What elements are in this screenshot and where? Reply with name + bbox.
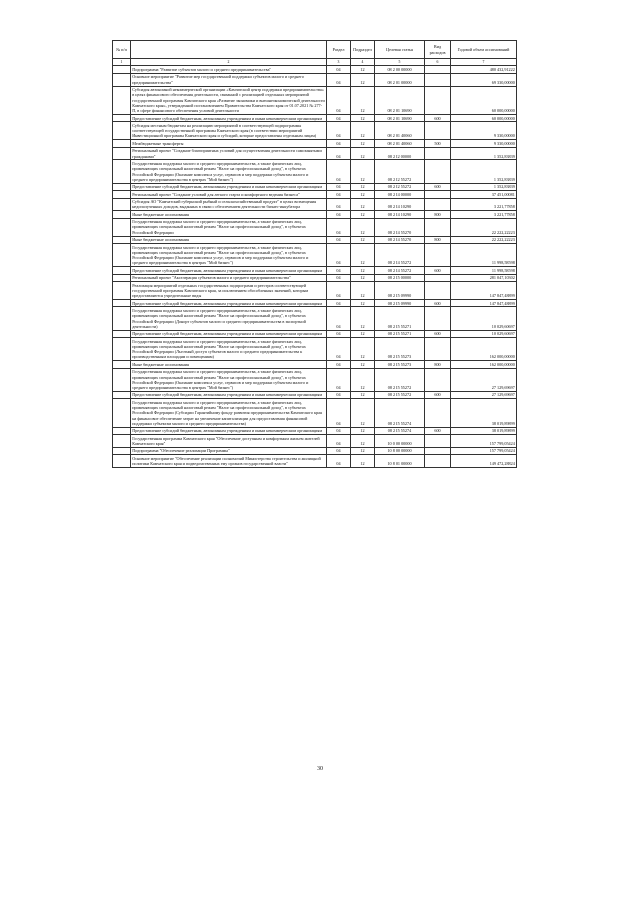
- row-subsection-cell: 12: [351, 435, 375, 448]
- row-name-cell: Подпрограмма "Развитие субъектов малого и среднего предпринимательства": [131, 66, 327, 73]
- row-section-cell: 04: [327, 267, 351, 274]
- row-amount-cell: 147 847,48899: [451, 300, 517, 307]
- row-number-cell: [113, 300, 131, 307]
- row-target-cell: 08 2 01 40060: [375, 122, 425, 140]
- table-row: [113, 447, 517, 454]
- row-name-cell: Межбюджетные трансферты: [131, 140, 327, 147]
- row-subsection-cell: 12: [351, 86, 375, 114]
- row-subsection-cell: 12: [351, 361, 375, 368]
- row-amount-cell: 1 352,83839: [451, 147, 517, 160]
- row-target-cell: 08 2 I2 55272: [375, 183, 425, 190]
- row-section-cell: 04: [327, 86, 351, 114]
- row-number-cell: [113, 427, 131, 434]
- row-expense-type-cell: 600: [425, 427, 451, 434]
- row-number-cell: [113, 218, 131, 236]
- row-amount-cell: 281 047,10302: [451, 274, 517, 281]
- row-number-cell: [113, 330, 131, 337]
- table-row: [113, 455, 517, 468]
- row-target-cell: 08 2 I5 55271: [375, 330, 425, 337]
- table-row: [113, 368, 517, 391]
- row-expense-type-cell: 600: [425, 300, 451, 307]
- row-expense-type-cell: [425, 191, 451, 198]
- row-name-cell: Государственная поддержка малого и среднего предпринимательства, а также физических лиц, применяющих специальный налоговый режим "Налог на профессиональный доход", в субъектах Российской Федерации (Оказание комплекса услуг, сервисов и мер поддержки субъектам малого и среднего предпринимательства в центрах "Мой бизнес"): [131, 368, 327, 391]
- row-subsection-cell: 12: [351, 267, 375, 274]
- row-subsection-cell: 12: [351, 73, 375, 86]
- row-section-cell: 04: [327, 435, 351, 448]
- row-target-cell: 08 2 01 10690: [375, 114, 425, 121]
- row-section-cell: 04: [327, 73, 351, 86]
- table-row: [113, 307, 517, 330]
- table-row: [113, 114, 517, 121]
- row-amount-cell: 22 222,22223: [451, 218, 517, 236]
- row-target-cell: 08 2 01 10690: [375, 86, 425, 114]
- row-number-cell: [113, 307, 131, 330]
- row-expense-type-cell: [425, 455, 451, 468]
- row-number-cell: [113, 338, 131, 361]
- header-subsection: Подраздел: [351, 41, 375, 59]
- row-subsection-cell: 12: [351, 455, 375, 468]
- row-number-cell: [113, 274, 131, 281]
- row-section-cell: 04: [327, 455, 351, 468]
- row-section-cell: 04: [327, 198, 351, 211]
- row-subsection-cell: 12: [351, 140, 375, 147]
- row-section-cell: 04: [327, 147, 351, 160]
- row-number-cell: [113, 435, 131, 448]
- table-row: [113, 122, 517, 140]
- row-subsection-cell: 12: [351, 399, 375, 427]
- row-amount-cell: 162 000,00000: [451, 361, 517, 368]
- row-section-cell: 04: [327, 66, 351, 73]
- row-target-cell: 08 2 I4 55272: [375, 267, 425, 274]
- row-amount-cell: 38 019,89899: [451, 399, 517, 427]
- row-amount-cell: 157 799,05424: [451, 435, 517, 448]
- row-number-cell: [113, 455, 131, 468]
- row-section-cell: 04: [327, 282, 351, 300]
- column-index: 7: [451, 59, 517, 66]
- row-section-cell: 04: [327, 114, 351, 121]
- row-section-cell: 04: [327, 427, 351, 434]
- row-number-cell: [113, 114, 131, 121]
- row-expense-type-cell: [425, 73, 451, 86]
- table-row: [113, 86, 517, 114]
- row-section-cell: 04: [327, 244, 351, 267]
- row-section-cell: 04: [327, 391, 351, 398]
- row-section-cell: 04: [327, 330, 351, 337]
- row-target-cell: 08 2 I5 55272: [375, 391, 425, 398]
- row-name-cell: Субсидия местным бюджетам на реализацию мероприятий в соответствующей подпрограммы соответствующей государственной программы Камчатского края (в соответствии мероприятий Инвестиционной программы Камчатского края и субсидий, которые предоставлены отдельным лицам): [131, 122, 327, 140]
- row-target-cell: 08 2 I5 55274: [375, 399, 425, 427]
- row-amount-cell: 9 330,00000: [451, 122, 517, 140]
- row-expense-type-cell: [425, 338, 451, 361]
- row-subsection-cell: 12: [351, 330, 375, 337]
- row-number-cell: [113, 399, 131, 427]
- row-number-cell: [113, 191, 131, 198]
- row-number-cell: [113, 368, 131, 391]
- table-row: [113, 282, 517, 300]
- row-subsection-cell: 12: [351, 447, 375, 454]
- row-number-cell: [113, 86, 131, 114]
- row-amount-cell: 480 432,91222: [451, 66, 517, 73]
- row-section-cell: 04: [327, 183, 351, 190]
- row-section-cell: 04: [327, 191, 351, 198]
- row-name-cell: Иные бюджетные ассигнования: [131, 361, 327, 368]
- row-subsection-cell: 12: [351, 236, 375, 243]
- row-amount-cell: 69 330,00000: [451, 73, 517, 86]
- row-target-cell: 08 2 I5 55273: [375, 338, 425, 361]
- row-amount-cell: 162 000,00000: [451, 338, 517, 361]
- row-expense-type-cell: 600: [425, 267, 451, 274]
- row-amount-cell: 3 221,77858: [451, 211, 517, 218]
- row-name-cell: Региональный проект "Акселерация субъектов малого и среднего предпринимательства": [131, 274, 327, 281]
- table-row: [113, 73, 517, 86]
- row-subsection-cell: 12: [351, 282, 375, 300]
- row-name-cell: Предоставление субсидий бюджетным, автономным учреждениям и иным некоммерческим организациям: [131, 391, 327, 398]
- row-number-cell: [113, 244, 131, 267]
- table-row: [113, 361, 517, 368]
- row-expense-type-cell: [425, 198, 451, 211]
- table-row: [113, 435, 517, 448]
- row-number-cell: [113, 267, 131, 274]
- row-number-cell: [113, 198, 131, 211]
- row-amount-cell: 147 847,48899: [451, 282, 517, 300]
- row-name-cell: Иные бюджетные ассигнования: [131, 236, 327, 243]
- row-amount-cell: 1 352,83839: [451, 183, 517, 190]
- table-row: [113, 211, 517, 218]
- row-section-cell: 04: [327, 236, 351, 243]
- row-subsection-cell: 12: [351, 244, 375, 267]
- row-amount-cell: 27 129,69697: [451, 391, 517, 398]
- header-target: Целевая статья: [375, 41, 425, 59]
- row-target-cell: 08 2 I5 09990: [375, 282, 425, 300]
- row-expense-type-cell: [425, 282, 451, 300]
- row-subsection-cell: 12: [351, 391, 375, 398]
- column-index-row: [113, 59, 517, 66]
- table-row: [113, 267, 517, 274]
- row-number-cell: [113, 447, 131, 454]
- row-amount-cell: 10 029,60697: [451, 307, 517, 330]
- row-expense-type-cell: 600: [425, 330, 451, 337]
- row-expense-type-cell: [425, 66, 451, 73]
- row-name-cell: Субсидия автономной некоммерческой организации «Камчатский центр поддержки предпринимательства» в целях финансового обеспечения деятельности, связанной с реализацией отдельных мероприятий государственной программы Камчатского края «Развитие экономики и внешнеэкономической деятельности Камчатского края», утвержденной постановлением Правительства Камчатского края от 01.07.2021 № 277-П, в сфере финансового обеспечения условий деятельности: [132, 87, 325, 114]
- row-amount-cell: 11 998,58598: [451, 244, 517, 267]
- row-number-cell: [113, 211, 131, 218]
- table-row: [113, 338, 517, 361]
- row-expense-type-cell: [425, 244, 451, 267]
- row-section-cell: 04: [327, 361, 351, 368]
- row-target-cell: 08 2 I4 55270: [375, 236, 425, 243]
- row-name-cell: Иные бюджетные ассигнования: [131, 211, 327, 218]
- row-number-cell: [113, 160, 131, 183]
- row-name-cell: Предоставление субсидий бюджетным, автономным учреждениям и иным некоммерческим организациям: [131, 114, 327, 121]
- row-name-cell: Государственная программа Камчатского края "Обеспечение доступным и комфортным жильем жителей Камчатского края": [131, 435, 327, 448]
- row-section-cell: 04: [327, 140, 351, 147]
- row-expense-type-cell: 600: [425, 183, 451, 190]
- page-number: 30: [317, 766, 323, 772]
- row-expense-type-cell: [425, 160, 451, 183]
- table-row: [113, 147, 517, 160]
- row-name-cell: Региональный проект "Создание условий для легкого старта и комфортного ведения бизнеса": [131, 191, 327, 198]
- row-name-cell: Подпрограмма "Обеспечение реализации Программы": [131, 447, 327, 454]
- column-index: 5: [375, 59, 425, 66]
- row-section-cell: 04: [327, 160, 351, 183]
- row-name-cell: Государственная поддержка малого и среднего предпринимательства, а также физических лиц, применяющих специальный налоговый режим "Налог на профессиональный доход", в субъектах Российской Федерации (Субсидии Гарантийному фонду развития предпринимательства Камчатского края на финансовое обеспечение затрат на увеличение капитализации для предоставления финансовой поддержки субъектам малого и среднего предпринимательства): [131, 399, 327, 427]
- table-row: [113, 160, 517, 183]
- row-amount-cell: 37 451,00081: [451, 191, 517, 198]
- document-page: [112, 40, 516, 468]
- row-amount-cell: 22 222,22223: [451, 236, 517, 243]
- row-expense-type-cell: 800: [425, 211, 451, 218]
- row-subsection-cell: 12: [351, 66, 375, 73]
- row-expense-type-cell: [425, 435, 451, 448]
- row-expense-type-cell: 600: [425, 114, 451, 121]
- row-amount-cell: 60 000,00000: [451, 86, 517, 114]
- row-section-cell: 04: [327, 211, 351, 218]
- row-target-cell: 08 2 I5 09990: [375, 300, 425, 307]
- row-name-cell: Государственная поддержка малого и среднего предпринимательства, а также физических лиц, применяющих специальный налоговый режим "Налог на профессиональный доход", в субъектах Российской Федерации (Льготный доступ субъектов малого и среднего предпринимательства к производственным площадям и помещениям): [131, 338, 327, 361]
- row-name-cell: Субсидия АО "Камчатский губернский рыбный и сельскохозяйственный продукт" в целях возмещения недополученных доходов, выданных в связи с обеспечением деятельности бизнес-инкубатора: [131, 198, 327, 211]
- row-subsection-cell: 12: [351, 211, 375, 218]
- row-section-cell: 04: [327, 274, 351, 281]
- row-expense-type-cell: [425, 368, 451, 391]
- row-section-cell: 04: [327, 368, 351, 391]
- row-expense-type-cell: [425, 218, 451, 236]
- row-target-cell: 08 2 I4 10290: [375, 211, 425, 218]
- row-expense-type-cell: 500: [425, 140, 451, 147]
- row-expense-type-cell: [425, 147, 451, 160]
- row-number-cell: [113, 140, 131, 147]
- table-row: [113, 399, 517, 427]
- row-name-cell: Предоставление субсидий бюджетным, автономным учреждениям и иным некоммерческим организациям: [131, 300, 327, 307]
- row-name-cell: Предоставление субсидий бюджетным, автономным учреждениям и иным некоммерческим организациям: [131, 330, 327, 337]
- row-number-cell: [113, 391, 131, 398]
- row-subsection-cell: 12: [351, 368, 375, 391]
- row-amount-cell: 38 019,89899: [451, 427, 517, 434]
- row-number-cell: [113, 361, 131, 368]
- header-name: [131, 41, 327, 59]
- row-expense-type-cell: [425, 122, 451, 140]
- row-subsection-cell: 12: [351, 300, 375, 307]
- table-row: [113, 391, 517, 398]
- row-subsection-cell: 12: [351, 274, 375, 281]
- row-subsection-cell: 12: [351, 122, 375, 140]
- table-row: [113, 236, 517, 243]
- table-row: [113, 218, 517, 236]
- header-num: № п/п: [113, 41, 131, 59]
- row-name-cell: Предоставление субсидий бюджетным, автономным учреждениям и иным некоммерческим организациям: [131, 183, 327, 190]
- row-subsection-cell: 12: [351, 183, 375, 190]
- table-row: [113, 300, 517, 307]
- row-section-cell: 04: [327, 447, 351, 454]
- row-name-cell: Реализация мероприятий отдельных государственных подпрограмм и реестров соответствующей государственной программы Камчатского края, за исключением обособленных значений, которым предоставляются учредительные виды: [131, 282, 327, 300]
- table-row: [113, 198, 517, 211]
- table-row: [113, 66, 517, 73]
- column-index: 4: [351, 59, 375, 66]
- column-index: 2: [131, 59, 327, 66]
- row-target-cell: 10 8 00 00000: [375, 447, 425, 454]
- table-row: [113, 140, 517, 147]
- row-name-cell: Региональный проект "Создание благоприятных условий для осуществления деятельности самозанятыми гражданами": [131, 147, 327, 160]
- row-amount-cell: 9 330,00000: [451, 140, 517, 147]
- row-subsection-cell: 12: [351, 338, 375, 361]
- table-row: [113, 274, 517, 281]
- row-section-cell: 04: [327, 122, 351, 140]
- row-name-cell: Государственная поддержка малого и среднего предпринимательства, а также физических лиц, применяющих специальный налоговый режим "Налог на профессиональный доход", в субъектах Российской Федерации (Оказание комплекса услуг, сервисов и мер поддержки субъектам малого и среднего предпринимательства в центрах "Мой бизнес"): [131, 160, 327, 183]
- row-subsection-cell: 12: [351, 160, 375, 183]
- row-number-cell: [113, 122, 131, 140]
- row-name-cell: Основное мероприятие "Развитие мер государственной поддержки субъектов малого и среднего предпринимательства": [131, 73, 327, 86]
- row-target-cell: 10 8 01 00000: [375, 455, 425, 468]
- column-index: 6: [425, 59, 451, 66]
- row-target-cell: 08 2 I2 55272: [375, 160, 425, 183]
- row-expense-type-cell: [425, 447, 451, 454]
- row-target-cell: 08 2 I4 55270: [375, 218, 425, 236]
- row-amount-cell: 1 352,83839: [451, 160, 517, 183]
- budget-table: [112, 40, 517, 468]
- table-row: [113, 244, 517, 267]
- row-expense-type-cell: 600: [425, 391, 451, 398]
- row-target-cell: 08 2 I5 55273: [375, 361, 425, 368]
- row-number-cell: [113, 236, 131, 243]
- row-subsection-cell: 12: [351, 198, 375, 211]
- row-section-cell: 04: [327, 300, 351, 307]
- row-amount-cell: 3 221,77858: [451, 198, 517, 211]
- row-target-cell: 08 2 I5 00000: [375, 274, 425, 281]
- row-number-cell: [113, 147, 131, 160]
- row-name-cell: Предоставление субсидий бюджетным, автономным учреждениям и иным некоммерческим организациям: [131, 427, 327, 434]
- row-amount-cell: 27 129,69697: [451, 368, 517, 391]
- row-subsection-cell: 12: [351, 427, 375, 434]
- row-target-cell: 08 2 01 40060: [375, 140, 425, 147]
- column-index: 1: [113, 59, 131, 66]
- row-subsection-cell: 12: [351, 307, 375, 330]
- row-amount-cell: 60 000,00000: [451, 114, 517, 121]
- row-section-cell: 04: [327, 218, 351, 236]
- row-expense-type-cell: 800: [425, 361, 451, 368]
- row-expense-type-cell: [425, 399, 451, 427]
- row-amount-cell: 157 799,05424: [451, 447, 517, 454]
- row-section-cell: 04: [327, 307, 351, 330]
- row-number-cell: [113, 73, 131, 86]
- row-expense-type-cell: [425, 307, 451, 330]
- row-target-cell: 08 2 I4 10290: [375, 198, 425, 211]
- table-row: [113, 330, 517, 337]
- row-subsection-cell: 12: [351, 147, 375, 160]
- row-amount-cell: 149 472,28824: [451, 455, 517, 468]
- row-section-cell: 04: [327, 338, 351, 361]
- row-name-cell: Основное мероприятие "Обеспечение реализации полномочий Министерства строительства и жилищной политики Камчатского края и подведомственных ему органов государственной власти": [131, 455, 327, 468]
- header-amount: Годовой объем ассигнований: [451, 41, 517, 59]
- row-target-cell: 08 2 I5 55274: [375, 427, 425, 434]
- table-row: [113, 191, 517, 198]
- row-target-cell: 08 2 I4 00000: [375, 191, 425, 198]
- row-amount-cell: 10 029,60697: [451, 330, 517, 337]
- row-number-cell: [113, 183, 131, 190]
- row-subsection-cell: 12: [351, 191, 375, 198]
- table-header-row: [113, 41, 517, 59]
- row-target-cell: 08 2 I4 55272: [375, 244, 425, 267]
- row-target-cell: 08 2 01 00000: [375, 73, 425, 86]
- header-section: Раздел: [327, 41, 351, 59]
- row-expense-type-cell: [425, 86, 451, 114]
- header-expense-type: Вид расходов: [425, 41, 451, 59]
- table-row: [113, 427, 517, 434]
- column-index: 3: [327, 59, 351, 66]
- table-body: [113, 66, 517, 468]
- row-number-cell: [113, 66, 131, 73]
- row-target-cell: 08 2 I5 55272: [375, 368, 425, 391]
- row-amount-cell: 11 998,58598: [451, 267, 517, 274]
- row-name-cell: Государственная поддержка малого и среднего предпринимательства, а также физических лиц, применяющих специальный налоговый режим "Налог на профессиональный доход", в субъектах Российской Федерации (Оказание комплекса услуг, сервисов и мер поддержки субъектам малого и среднего предпринимательства в центрах "Мой бизнес"): [131, 244, 327, 267]
- row-target-cell: 10 0 00 00000: [375, 435, 425, 448]
- row-name-cell: Государственная поддержка малого и среднего предпринимательства, а также физических лиц, применяющих специальный налоговый режим "Налог на профессиональный доход", в субъектах Российской Федерации (Донорт субъектов малого и среднего предпринимательства в экспортной деятельности): [131, 307, 327, 330]
- row-expense-type-cell: 800: [425, 236, 451, 243]
- row-target-cell: 08 2 I5 55271: [375, 307, 425, 330]
- row-subsection-cell: 12: [351, 114, 375, 121]
- row-number-cell: [113, 282, 131, 300]
- row-target-cell: 08 2 00 00000: [375, 66, 425, 73]
- row-target-cell: 08 2 I2 00000: [375, 147, 425, 160]
- row-section-cell: 04: [327, 399, 351, 427]
- row-name-cell: Предоставление субсидий бюджетным, автономным учреждениям и иным некоммерческим организациям: [131, 267, 327, 274]
- row-expense-type-cell: [425, 274, 451, 281]
- table-row: [113, 183, 517, 190]
- row-subsection-cell: 12: [351, 218, 375, 236]
- row-name-cell: Государственная поддержка малого и среднего предпринимательства, а также физических лиц, применяющих специальный налоговый режим "Налог на профессиональный доход", в субъектах Российской Федерации: [131, 218, 327, 236]
